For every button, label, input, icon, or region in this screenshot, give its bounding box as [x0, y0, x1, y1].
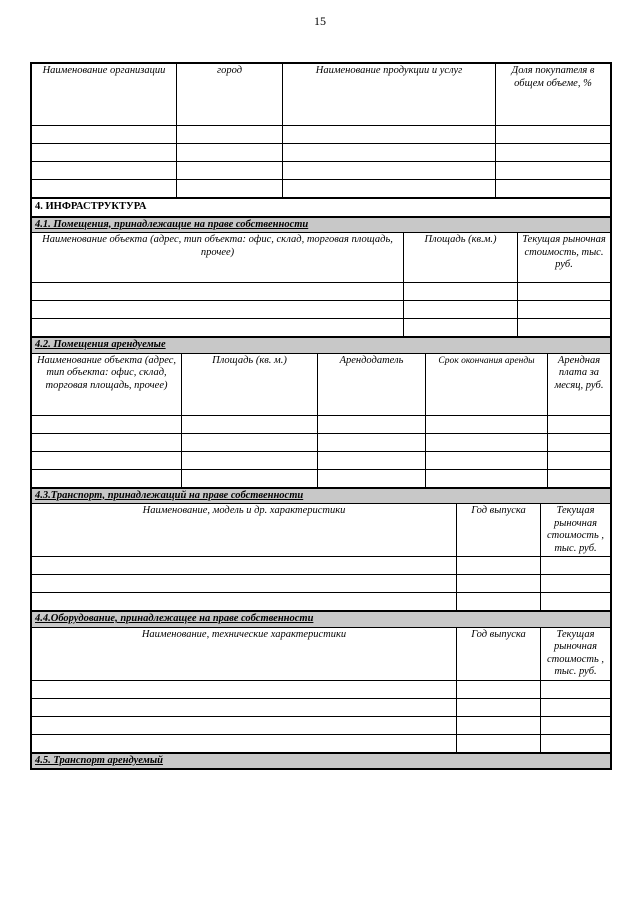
header-object-name: Наименование объекта (адрес, тип объекта: офис, склад, торговая площадь, прочее) [32, 233, 404, 283]
table-row [32, 415, 611, 433]
section-4-5-title: 4.5. Транспорт арендуемый [32, 753, 611, 769]
section-4-title: 4. ИНФРАСТРУКТУРА [32, 199, 611, 217]
section-4-3-title: 4.3.Транспорт, принадлежащий на праве собственности [32, 488, 611, 504]
header-products: Наименование продукции и услуг [283, 64, 496, 126]
table-row [32, 469, 611, 487]
table-row [32, 126, 611, 144]
table-4-1 [31, 217, 611, 338]
table-row [32, 283, 611, 301]
header-city: город [177, 64, 283, 126]
form-frame [30, 62, 612, 770]
table-row [32, 698, 611, 716]
header-monthly-rent: Арендная плата за месяц, руб. [548, 353, 611, 415]
table-row [32, 319, 611, 337]
table-row [32, 557, 611, 575]
table-4-4 [31, 611, 611, 753]
header-market-value: Текущая рыночная стоимость, тыс. руб. [518, 233, 611, 283]
table-4-2 [31, 337, 611, 488]
section-4-1-title: 4.1. Помещения, принадлежащие на праве собственности [32, 217, 611, 233]
table-row [32, 680, 611, 698]
table-row [32, 301, 611, 319]
header-buyer-share: Доля покупателя в общем объеме, % [496, 64, 611, 126]
header-area: Площадь (кв.м.) [404, 233, 518, 283]
header-org-name: Наименование организации [32, 64, 177, 126]
header-year: Год выпуска [457, 627, 541, 680]
buyers-table [31, 63, 611, 198]
header-market-value: Текущая рыночная стоимость , тыс. руб. [541, 627, 611, 680]
table-row [32, 451, 611, 469]
header-landlord: Арендодатель [318, 353, 426, 415]
section-4-4-title: 4.4.Оборудование, принадлежащее на праве собственности [32, 612, 611, 628]
table-4-3 [31, 488, 611, 612]
section-4-2-title: 4.2. Помещения арендуемые [32, 338, 611, 354]
header-market-value: Текущая рыночная стоимость , тыс. руб. [541, 504, 611, 557]
header-area: Площадь (кв. м.) [182, 353, 318, 415]
page-number: 15 [314, 14, 326, 28]
table-4-5 [31, 753, 611, 770]
table-row [32, 716, 611, 734]
table-row [32, 433, 611, 451]
header-year: Год выпуска [457, 504, 541, 557]
table-row [32, 144, 611, 162]
table-row [32, 162, 611, 180]
table-row [32, 180, 611, 198]
section-4-table [31, 198, 611, 217]
header-vehicle-name: Наименование, модель и др. характеристики [32, 504, 457, 557]
table-row [32, 575, 611, 593]
table-row [32, 734, 611, 752]
header-lease-end: Срок окончания аренды [426, 353, 548, 415]
header-object-name: Наименование объекта (адрес, тип объекта: офис, склад, торговая площадь, прочее) [32, 353, 182, 415]
header-equipment-name: Наименование, технические характеристики [32, 627, 457, 680]
table-row [32, 593, 611, 611]
